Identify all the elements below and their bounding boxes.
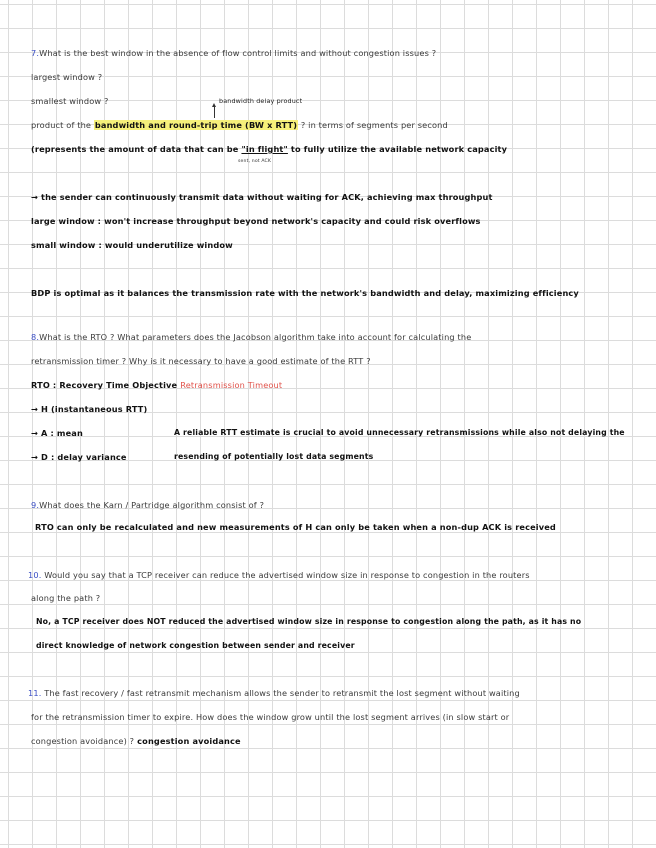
- q7-product-pre: product of the: [31, 120, 94, 130]
- q11-question-line-2: for the retransmission timer to expire. How does the window grow until the lost segment arrives (in slow start or: [31, 712, 510, 722]
- q7-product: [31, 120, 448, 130]
- q11-question-text-1: The fast recovery / fast retransmit mechanism allows the sender to retransmit the lost segment without waiting: [41, 688, 520, 698]
- q7-represents-post: to fully utilize the available network capacity: [287, 144, 508, 154]
- q7-answer-3: small window : would underutilize window: [31, 240, 233, 250]
- q7-in-flight: "in flight": [241, 144, 288, 154]
- q7-answer-2: large window : won't increase throughput beyond network's capacity and could risk overflows: [31, 216, 481, 226]
- q10-question-text-1: Would you say that a TCP receiver can reduce the advertised window size in response to congestion in the routers: [41, 570, 530, 580]
- q8-a: → A : mean: [31, 428, 83, 438]
- q11-number: 11.: [28, 688, 42, 698]
- q7-represents: [31, 144, 507, 154]
- q10-number: 10.: [28, 570, 42, 580]
- q7-product-highlight: bandwidth and round-trip time (BW x RTT): [94, 120, 298, 130]
- q7-product-post: ? in terms of segments per second: [298, 120, 448, 130]
- q8-question-line-1: [31, 332, 471, 342]
- q9-question-text: What does the Karn / Partridge algorithm consist of ?: [39, 500, 265, 510]
- q7-question: [31, 48, 436, 58]
- q8-rto-correction: Retransmission Timeout: [180, 380, 283, 390]
- annotation-arrow-icon: [214, 106, 215, 118]
- q10-question-line-1: [28, 570, 530, 580]
- q10-answer-line-2: direct knowledge of network congestion between sender and receiver: [36, 641, 355, 650]
- q11-question-line-3: [31, 736, 241, 746]
- q8-d: → D : delay variance: [31, 452, 127, 462]
- q7-answer-1: → the sender can continuously transmit data without waiting for ACK, achieving max throughput: [31, 192, 493, 202]
- q10-question-line-2: along the path ?: [31, 593, 101, 603]
- q11-question-text-3: congestion avoidance) ?: [31, 736, 135, 746]
- q9-question: [31, 500, 264, 510]
- q7-in-flight-note: sent, not ACK: [238, 159, 272, 164]
- q9-number: 9.: [31, 500, 40, 510]
- q8-question-line-2: retransmission timer ? Why is it necessary to have a good estimate of the RTT ?: [31, 356, 371, 366]
- q7-question-text: What is the best window in the absence of flow control limits and without congestion issues ?: [39, 48, 437, 58]
- q7-smallest-window: smallest window ?: [31, 96, 109, 106]
- q8-number: 8.: [31, 332, 40, 342]
- q9-answer: RTO can only be recalculated and new measurements of H can only be taken when a non-dup ACK is received: [35, 522, 556, 532]
- q11-question-line-1: [28, 688, 520, 698]
- q8-reason-line-1: A reliable RTT estimate is crucial to avoid unnecessary retransmissions while also not delaying the: [174, 428, 625, 437]
- q7-largest-window: largest window ?: [31, 72, 103, 82]
- q7-number: 7.: [31, 48, 40, 58]
- q7-annotation: bandwidth delay product: [219, 97, 303, 105]
- q7-answer-4: BDP is optimal as it balances the transmission rate with the network's bandwidth and delay, maximizing efficiency: [31, 288, 579, 298]
- q10-answer-line-1: No, a TCP receiver does NOT reduced the advertised window size in response to congestion along the path, as it has no: [36, 617, 582, 626]
- q8-h: → H (instantaneous RTT): [31, 404, 148, 414]
- q7-represents-pre: (represents the amount of data that can be: [31, 144, 242, 154]
- q8-rto-label: RTO : Recovery Time Objective: [31, 380, 181, 390]
- q8-question-text-1: What is the RTO ? What parameters does the Jacobson algorithm take into account for calculating the: [39, 332, 472, 342]
- q8-reason-line-2: resending of potentially lost data segments: [174, 452, 374, 461]
- q8-rto: [31, 380, 282, 390]
- q11-answer: congestion avoidance: [134, 736, 241, 746]
